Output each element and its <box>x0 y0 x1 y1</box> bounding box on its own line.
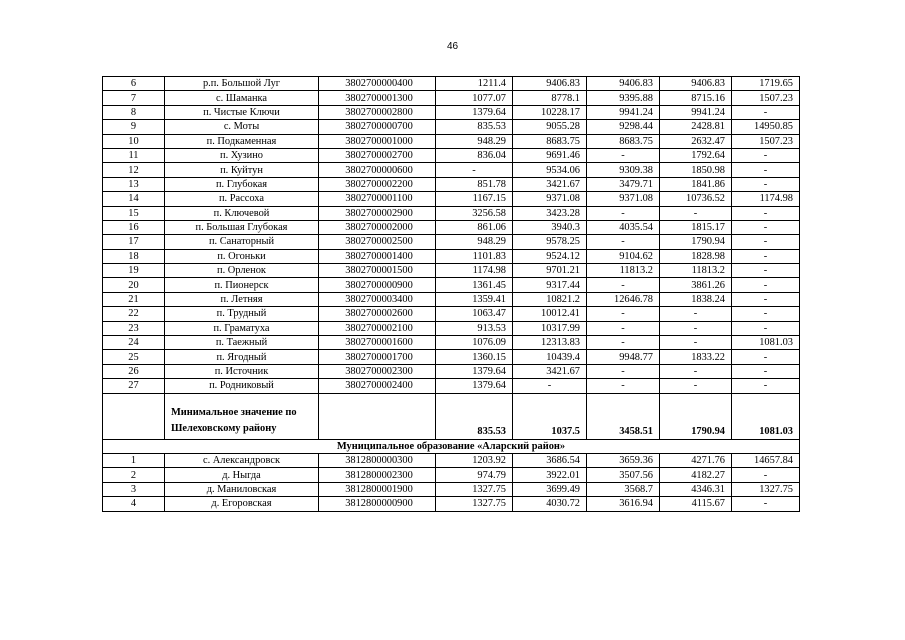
oktmo-code: 3802700000600 <box>319 163 436 177</box>
settlement-name: п. Граматуха <box>165 321 319 335</box>
value-cell: 1379.64 <box>436 105 513 119</box>
value-cell: 9371.08 <box>587 192 660 206</box>
value-cell: - <box>587 321 660 335</box>
row-number: 15 <box>103 206 165 220</box>
table-row <box>103 336 800 350</box>
summary-value: 1037.5 <box>513 393 587 439</box>
table-row <box>103 350 800 364</box>
value-cell: 9371.08 <box>513 192 587 206</box>
value-cell: 9701.21 <box>513 264 587 278</box>
value-cell: - <box>732 321 800 335</box>
value-cell: 1360.15 <box>436 350 513 364</box>
value-cell: - <box>587 307 660 321</box>
table-row <box>103 482 800 496</box>
settlement-name: п. Огоньки <box>165 249 319 263</box>
value-cell: 3659.36 <box>587 453 660 467</box>
settlement-name: п. Хузино <box>165 148 319 162</box>
row-number: 13 <box>103 177 165 191</box>
oktmo-code: 3802700002000 <box>319 220 436 234</box>
value-cell: 4271.76 <box>660 453 732 467</box>
row-number: 25 <box>103 350 165 364</box>
settlement-name: с. Александровск <box>165 453 319 467</box>
value-cell: 948.29 <box>436 134 513 148</box>
value-cell: 835.53 <box>436 120 513 134</box>
value-cell: 913.53 <box>436 321 513 335</box>
oktmo-code: 3802700002900 <box>319 206 436 220</box>
oktmo-code: 3812800000900 <box>319 497 436 511</box>
value-cell: 1507.23 <box>732 134 800 148</box>
summary-value: 1790.94 <box>660 393 732 439</box>
row-number: 4 <box>103 497 165 511</box>
table-row <box>103 307 800 321</box>
row-number: 27 <box>103 379 165 393</box>
summary-empty-cell <box>319 393 436 439</box>
oktmo-code: 3802700001100 <box>319 192 436 206</box>
oktmo-code: 3802700002100 <box>319 321 436 335</box>
value-cell: 4346.31 <box>660 482 732 496</box>
oktmo-code: 3812800001900 <box>319 482 436 496</box>
value-cell: - <box>732 278 800 292</box>
value-cell: 851.78 <box>436 177 513 191</box>
settlement-name: п. Ягодный <box>165 350 319 364</box>
value-cell: - <box>587 148 660 162</box>
value-cell: - <box>732 379 800 393</box>
table-row <box>103 364 800 378</box>
row-number: 1 <box>103 453 165 467</box>
value-cell: 1167.15 <box>436 192 513 206</box>
value-cell: - <box>732 220 800 234</box>
value-cell: 9578.25 <box>513 235 587 249</box>
value-cell: 4182.27 <box>660 468 732 482</box>
value-cell: 8683.75 <box>513 134 587 148</box>
table-row <box>103 278 800 292</box>
settlement-name: д. Маниловская <box>165 482 319 496</box>
value-cell: 9406.83 <box>513 77 587 91</box>
settlement-name: п. Пионерск <box>165 278 319 292</box>
table-body-shelekhov <box>103 77 800 394</box>
value-cell: - <box>732 235 800 249</box>
value-cell: 9691.46 <box>513 148 587 162</box>
value-cell: 10317.99 <box>513 321 587 335</box>
value-cell: 1379.64 <box>436 364 513 378</box>
row-number: 10 <box>103 134 165 148</box>
value-cell: - <box>732 105 800 119</box>
oktmo-code: 3802700003400 <box>319 292 436 306</box>
value-cell: 3479.71 <box>587 177 660 191</box>
value-cell: 3423.28 <box>513 206 587 220</box>
row-number: 22 <box>103 307 165 321</box>
value-cell: 1081.03 <box>732 336 800 350</box>
table-summary <box>103 393 800 453</box>
value-cell: 9406.83 <box>660 77 732 91</box>
settlement-name: п. Орленок <box>165 264 319 278</box>
value-cell: - <box>660 206 732 220</box>
settlement-name: д. Егоровская <box>165 497 319 511</box>
summary-value: 1081.03 <box>732 393 800 439</box>
value-cell: - <box>660 321 732 335</box>
value-cell: - <box>436 163 513 177</box>
value-cell: 12646.78 <box>587 292 660 306</box>
oktmo-code: 3802700001300 <box>319 91 436 105</box>
value-cell: 14950.85 <box>732 120 800 134</box>
summary-value: 3458.51 <box>587 393 660 439</box>
value-cell: 3507.56 <box>587 468 660 482</box>
value-cell: 9534.06 <box>513 163 587 177</box>
value-cell: - <box>587 235 660 249</box>
value-cell: 1841.86 <box>660 177 732 191</box>
value-cell: 9948.77 <box>587 350 660 364</box>
summary-row <box>103 393 800 439</box>
table-row <box>103 497 800 511</box>
value-cell: 9941.24 <box>660 105 732 119</box>
oktmo-code: 3802700001000 <box>319 134 436 148</box>
value-cell: 1507.23 <box>732 91 800 105</box>
value-cell: 1327.75 <box>436 482 513 496</box>
value-cell: 1327.75 <box>732 482 800 496</box>
value-cell: - <box>732 148 800 162</box>
value-cell: 1063.47 <box>436 307 513 321</box>
value-cell: 3421.67 <box>513 364 587 378</box>
settlement-name: п. Глубокая <box>165 177 319 191</box>
settlement-name: п. Рассоха <box>165 192 319 206</box>
row-number: 8 <box>103 105 165 119</box>
row-number: 16 <box>103 220 165 234</box>
value-cell: 3616.94 <box>587 497 660 511</box>
oktmo-code: 3802700002500 <box>319 235 436 249</box>
settlement-name: п. Родниковый <box>165 379 319 393</box>
value-cell: - <box>587 206 660 220</box>
table-row <box>103 249 800 263</box>
value-cell: - <box>513 379 587 393</box>
value-cell: 4035.54 <box>587 220 660 234</box>
oktmo-code: 3802700000900 <box>319 278 436 292</box>
oktmo-code: 3802700002700 <box>319 148 436 162</box>
value-cell: 861.06 <box>436 220 513 234</box>
value-cell: 9406.83 <box>587 77 660 91</box>
table-row <box>103 220 800 234</box>
value-cell: 836.04 <box>436 148 513 162</box>
table-row <box>103 468 800 482</box>
table-row <box>103 206 800 220</box>
section-row <box>103 439 800 453</box>
table-row <box>103 264 800 278</box>
value-cell: - <box>587 278 660 292</box>
value-cell: 1379.64 <box>436 379 513 393</box>
settlement-name: п. Санаторный <box>165 235 319 249</box>
value-cell: 14657.84 <box>732 453 800 467</box>
row-number: 23 <box>103 321 165 335</box>
row-number: 11 <box>103 148 165 162</box>
table-row <box>103 292 800 306</box>
settlement-name: п. Подкаменная <box>165 134 319 148</box>
table-row <box>103 134 800 148</box>
value-cell: 1790.94 <box>660 235 732 249</box>
row-number: 17 <box>103 235 165 249</box>
table-row <box>103 163 800 177</box>
value-cell: 1833.22 <box>660 350 732 364</box>
row-number: 24 <box>103 336 165 350</box>
value-cell: 3940.3 <box>513 220 587 234</box>
value-cell: 1719.65 <box>732 77 800 91</box>
oktmo-code: 3802700002200 <box>319 177 436 191</box>
table-row <box>103 120 800 134</box>
value-cell: 9317.44 <box>513 278 587 292</box>
settlement-name: п. Большая Глубокая <box>165 220 319 234</box>
value-cell: 11813.2 <box>587 264 660 278</box>
value-cell: 3421.67 <box>513 177 587 191</box>
value-cell: 12313.83 <box>513 336 587 350</box>
page-number: 46 <box>446 41 459 52</box>
value-cell: - <box>660 379 732 393</box>
row-number: 3 <box>103 482 165 496</box>
value-cell: 1077.07 <box>436 91 513 105</box>
settlement-name: д. Ныгда <box>165 468 319 482</box>
value-cell: 3699.49 <box>513 482 587 496</box>
value-cell: - <box>732 163 800 177</box>
section-title: Муниципальное образование «Аларский район» <box>103 439 800 453</box>
row-number: 20 <box>103 278 165 292</box>
value-cell: - <box>732 497 800 511</box>
oktmo-code: 3802700002600 <box>319 307 436 321</box>
oktmo-code: 3802700001600 <box>319 336 436 350</box>
row-number: 7 <box>103 91 165 105</box>
value-cell: 1327.75 <box>436 497 513 511</box>
value-cell: 9524.12 <box>513 249 587 263</box>
value-cell: 974.79 <box>436 468 513 482</box>
value-cell: - <box>732 264 800 278</box>
value-cell: 10228.17 <box>513 105 587 119</box>
oktmo-code: 3802700001400 <box>319 249 436 263</box>
value-cell: 11813.2 <box>660 264 732 278</box>
table-row <box>103 105 800 119</box>
value-cell: - <box>587 336 660 350</box>
value-cell: - <box>732 350 800 364</box>
oktmo-code: 3812800000300 <box>319 453 436 467</box>
table-row <box>103 235 800 249</box>
value-cell: 3256.58 <box>436 206 513 220</box>
oktmo-code: 3802700000400 <box>319 77 436 91</box>
table-body-alarsky <box>103 453 800 511</box>
value-cell: 9395.88 <box>587 91 660 105</box>
settlement-name: п. Источник <box>165 364 319 378</box>
settlement-name: п. Трудный <box>165 307 319 321</box>
row-number: 9 <box>103 120 165 134</box>
value-cell: 10736.52 <box>660 192 732 206</box>
value-cell: 2428.81 <box>660 120 732 134</box>
oktmo-code: 3802700001700 <box>319 350 436 364</box>
row-number: 14 <box>103 192 165 206</box>
value-cell: 9941.24 <box>587 105 660 119</box>
value-cell: 10821.2 <box>513 292 587 306</box>
value-cell: 948.29 <box>436 235 513 249</box>
oktmo-code: 3802700002300 <box>319 364 436 378</box>
value-cell: 1076.09 <box>436 336 513 350</box>
settlement-name: п. Куйтун <box>165 163 319 177</box>
value-cell: 9298.44 <box>587 120 660 134</box>
table-row <box>103 321 800 335</box>
row-number: 6 <box>103 77 165 91</box>
value-cell: 8715.16 <box>660 91 732 105</box>
value-cell: - <box>660 307 732 321</box>
value-cell: - <box>732 468 800 482</box>
value-cell: 1211.4 <box>436 77 513 91</box>
value-cell: - <box>732 307 800 321</box>
oktmo-code: 3802700001500 <box>319 264 436 278</box>
summary-label: Минимальное значение по Шелеховскому району <box>165 393 319 439</box>
settlement-name: п. Таежный <box>165 336 319 350</box>
row-number: 2 <box>103 468 165 482</box>
settlement-name: р.п. Большой Луг <box>165 77 319 91</box>
value-cell: 9055.28 <box>513 120 587 134</box>
table-row <box>103 177 800 191</box>
value-cell: 1792.64 <box>660 148 732 162</box>
table-row <box>103 192 800 206</box>
row-number: 21 <box>103 292 165 306</box>
settlement-name: п. Ключевой <box>165 206 319 220</box>
settlement-name: п. Чистые Ключи <box>165 105 319 119</box>
value-cell: 3861.26 <box>660 278 732 292</box>
value-cell: 4115.67 <box>660 497 732 511</box>
value-cell: 4030.72 <box>513 497 587 511</box>
table-row <box>103 148 800 162</box>
oktmo-code: 3802700002800 <box>319 105 436 119</box>
value-cell: 1359.41 <box>436 292 513 306</box>
row-number: 18 <box>103 249 165 263</box>
table-row <box>103 91 800 105</box>
value-cell: 1203.92 <box>436 453 513 467</box>
value-cell: 9309.38 <box>587 163 660 177</box>
oktmo-code: 3812800002300 <box>319 468 436 482</box>
value-cell: - <box>732 177 800 191</box>
summary-value: 835.53 <box>436 393 513 439</box>
value-cell: 1850.98 <box>660 163 732 177</box>
table-row <box>103 379 800 393</box>
value-cell: 1174.98 <box>732 192 800 206</box>
value-cell: 1101.83 <box>436 249 513 263</box>
table-row <box>103 453 800 467</box>
value-cell: 1838.24 <box>660 292 732 306</box>
value-cell: - <box>587 379 660 393</box>
value-cell: 8778.1 <box>513 91 587 105</box>
settlement-name: с. Шаманка <box>165 91 319 105</box>
settlement-name: п. Летняя <box>165 292 319 306</box>
value-cell: - <box>732 364 800 378</box>
value-cell: 1174.98 <box>436 264 513 278</box>
value-cell: - <box>587 364 660 378</box>
value-cell: - <box>660 364 732 378</box>
value-cell: - <box>732 206 800 220</box>
value-cell: 10012.41 <box>513 307 587 321</box>
oktmo-code: 3802700000700 <box>319 120 436 134</box>
value-cell: - <box>732 292 800 306</box>
row-number: 19 <box>103 264 165 278</box>
value-cell: 3922.01 <box>513 468 587 482</box>
summary-empty-cell <box>103 393 165 439</box>
value-cell: 1828.98 <box>660 249 732 263</box>
value-cell: 3568.7 <box>587 482 660 496</box>
value-cell: 3686.54 <box>513 453 587 467</box>
value-cell: 8683.75 <box>587 134 660 148</box>
oktmo-code: 3802700002400 <box>319 379 436 393</box>
settlement-name: с. Моты <box>165 120 319 134</box>
table-row <box>103 77 800 91</box>
value-cell: 9104.62 <box>587 249 660 263</box>
row-number: 26 <box>103 364 165 378</box>
value-cell: 2632.47 <box>660 134 732 148</box>
value-cell: - <box>660 336 732 350</box>
value-cell: 10439.4 <box>513 350 587 364</box>
value-cell: 1815.17 <box>660 220 732 234</box>
value-cell: 1361.45 <box>436 278 513 292</box>
tariff-table <box>102 76 800 512</box>
row-number: 12 <box>103 163 165 177</box>
value-cell: - <box>732 249 800 263</box>
